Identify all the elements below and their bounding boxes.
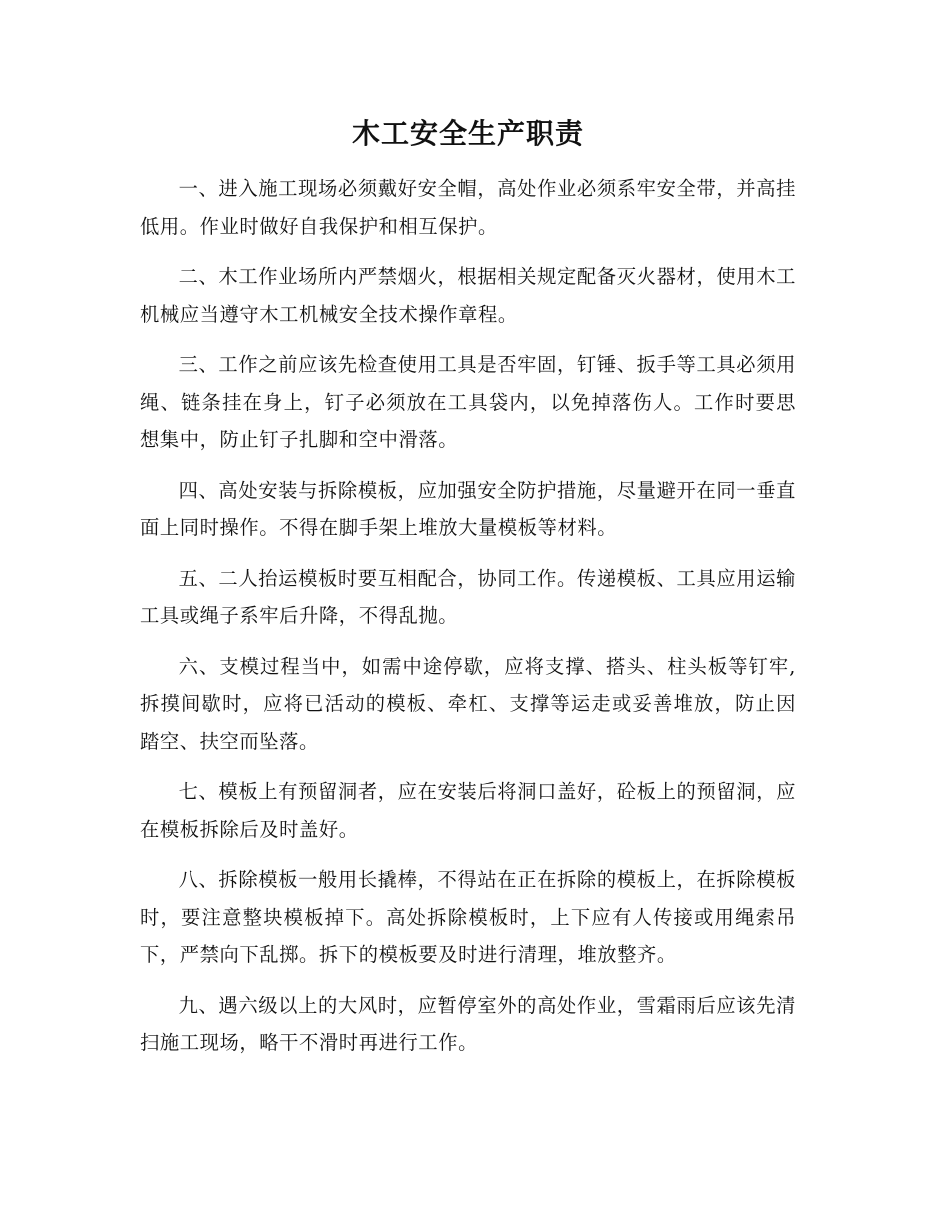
paragraph-6: 六、支模过程当中，如需中途停歇，应将支撑、搭头、柱头板等钉牢,拆摸间歇时，应将已活动的模板、牵杠、支撑等运走或妥善堆放，防止因踏空、扶空而坠落。: [140, 654, 796, 753]
paragraph-9: 九、遇六级以上的大风时，应暂停室外的高处作业，雪霜雨后应该先清扫施工现场，略干不滑时再进行工作。: [140, 993, 796, 1054]
paragraph-8: 八、拆除模板一般用长撬棒，不得站在正在拆除的模板上，在拆除模板时，要注意整块模板掉下。高处拆除模板时，上下应有人传接或用绳索吊下，严禁向下乱掷。拆下的模板要及时进行清理，堆放整齐。: [140, 868, 796, 966]
paragraph-3: 三、工作之前应该先检查使用工具是否牢固，钉锤、扳手等工具必须用绳、链条挂在身上，钉子必须放在工具袋内，以免掉落伤人。工作时要思想集中，防止钉子扎脚和空中滑落。: [140, 353, 796, 451]
paragraph-2: 二、木工作业场所内严禁烟火，根据相关规定配备灭火器材，使用木工机械应当遵守木工机械安全技术操作章程。: [140, 265, 796, 326]
paragraph-7: 七、模板上有预留洞者，应在安装后将洞口盖好，砼板上的预留洞，应在模板拆除后及时盖好。: [140, 780, 796, 841]
paragraph-5: 五、二人抬运模板时要互相配合，协同工作。传递模板、工具应用运输工具或绳子系牢后升降，不得乱抛。: [140, 566, 796, 627]
document-title: 木工安全生产职责: [351, 117, 584, 150]
paragraph-1: 一、进入施工现场必须戴好安全帽，高处作业必须系牢安全带，并高挂低用。作业时做好自我保护和相互保护。: [140, 177, 796, 238]
paragraph-4: 四、高处安装与拆除模板，应加强安全防护措施，尽量避开在同一垂直面上同时操作。不得在脚手架上堆放大量模板等材料。: [140, 478, 796, 539]
document-page: [140, 112, 796, 1075]
